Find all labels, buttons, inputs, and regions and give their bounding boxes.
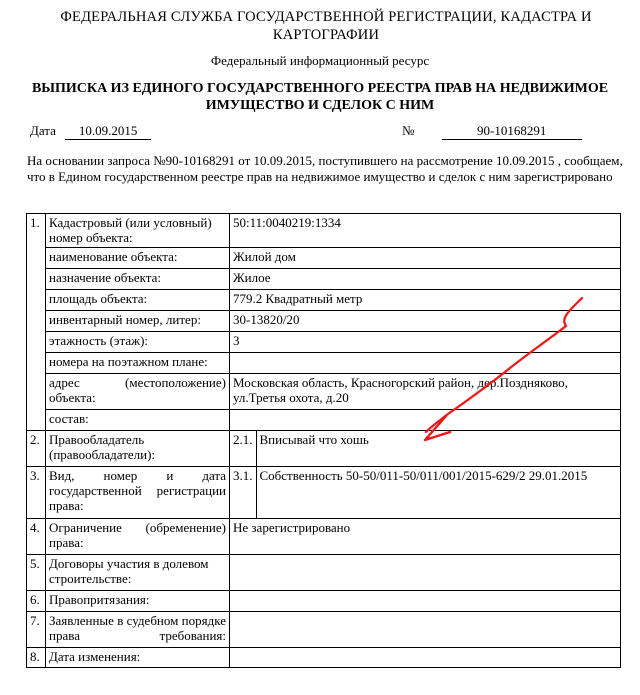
agency-line-1: ФЕДЕРАЛЬНАЯ СЛУЖБА ГОСУДАРСТВЕННОЙ РЕГИСТРАЦИИ, КАДАСТРА И [60,9,592,25]
row-label: номера на поэтажном плане: [46,353,230,374]
intro-paragraph: На основании запроса №90-10168291 от 10.09.2015, поступившего на рассмотрение 10.09.2015 , сообщаем, что в Едином государственном реестре прав на недвижимое имущество и сделок с ним зарегистрировано [27,153,623,184]
row-subnumber: 2.1. [230,431,257,467]
agency-line-2: КАРТОГРАФИИ [272,27,380,43]
row-number: 8. [27,648,46,668]
table-row [27,519,621,555]
row-number: 3. [27,467,46,519]
row-value: Жилое [230,269,621,290]
table-row [27,269,621,290]
row-value: 50:11:0040219:1334 [230,214,621,248]
row-label: площадь объекта: [46,290,230,311]
row-label: наименование объекта: [46,248,230,269]
row-value [230,612,621,648]
row-label: назначение объекта: [46,269,230,290]
table-row [27,248,621,269]
table-row [27,214,621,248]
registry-table [26,213,621,668]
row-label: Дата изменения: [46,648,230,668]
table-row [27,410,621,431]
row-label: Правопритязания: [46,591,230,612]
row-value: 30-13820/20 [230,311,621,332]
row-value: Собственность 50-50/011-50/011/001/2015-629/2 29.01.2015 [256,467,620,519]
table-row [27,612,621,648]
row-number: 1. [27,214,46,431]
row-value [230,353,621,374]
row-label: Кадастровый (или условный) номер объекта: [46,214,230,248]
number-line [402,123,582,140]
row-label: Договоры участия в долевом строительстве: [46,555,230,591]
title-line-2: ИМУЩЕСТВО И СДЕЛОК С НИМ [205,98,435,113]
row-value [230,555,621,591]
agency-name [40,8,612,44]
row-label: инвентарный номер, литер: [46,311,230,332]
table-row [27,431,621,467]
table-row [27,374,621,410]
row-value: Не зарегистрировано [230,519,621,555]
row-label: этажность (этаж): [46,332,230,353]
number-label: № [402,123,415,138]
row-label: Вид, номер и дата государственной регистрации права: [46,467,230,519]
row-value [230,591,621,612]
row-value: 3 [230,332,621,353]
title-line-1: ВЫПИСКА ИЗ ЕДИНОГО ГОСУДАРСТВЕННОГО РЕЕСТРА ПРАВ НА НЕДВИЖИМОЕ [31,81,609,96]
document-title [20,80,620,114]
table-row [27,332,621,353]
row-value: Жилой дом [230,248,621,269]
row-number: 6. [27,591,46,612]
date-line [30,123,151,140]
table-row [27,648,621,668]
row-number: 7. [27,612,46,648]
row-value: Московская область, Красногорский район, дер.Поздняково, ул.Третья охота, д.20 [230,374,621,410]
row-value [230,410,621,431]
row-number: 2. [27,431,46,467]
row-label: Ограничение (обременение) права: [46,519,230,555]
row-label: Правообладатель (правообладатели): [46,431,230,467]
date-label: Дата [30,123,56,138]
table-row [27,311,621,332]
row-label: Заявленные в судебном порядке права требования: [46,612,230,648]
row-value: 779.2 Квадратный метр [230,290,621,311]
date-value: 10.09.2015 [65,123,151,140]
row-label: состав: [46,410,230,431]
row-number: 4. [27,519,46,555]
number-value: 90-10168291 [442,123,582,140]
row-value: Вписывай что хошь [256,431,620,467]
table-row [27,467,621,519]
row-number: 5. [27,555,46,591]
row-label: адрес (местоположение) объекта: [46,374,230,410]
table-row [27,353,621,374]
table-row [27,591,621,612]
table-row [27,555,621,591]
table-row [27,290,621,311]
resource-subtitle: Федеральный информационный ресурс [210,53,430,68]
row-subnumber: 3.1. [230,467,257,519]
row-value [230,648,621,668]
